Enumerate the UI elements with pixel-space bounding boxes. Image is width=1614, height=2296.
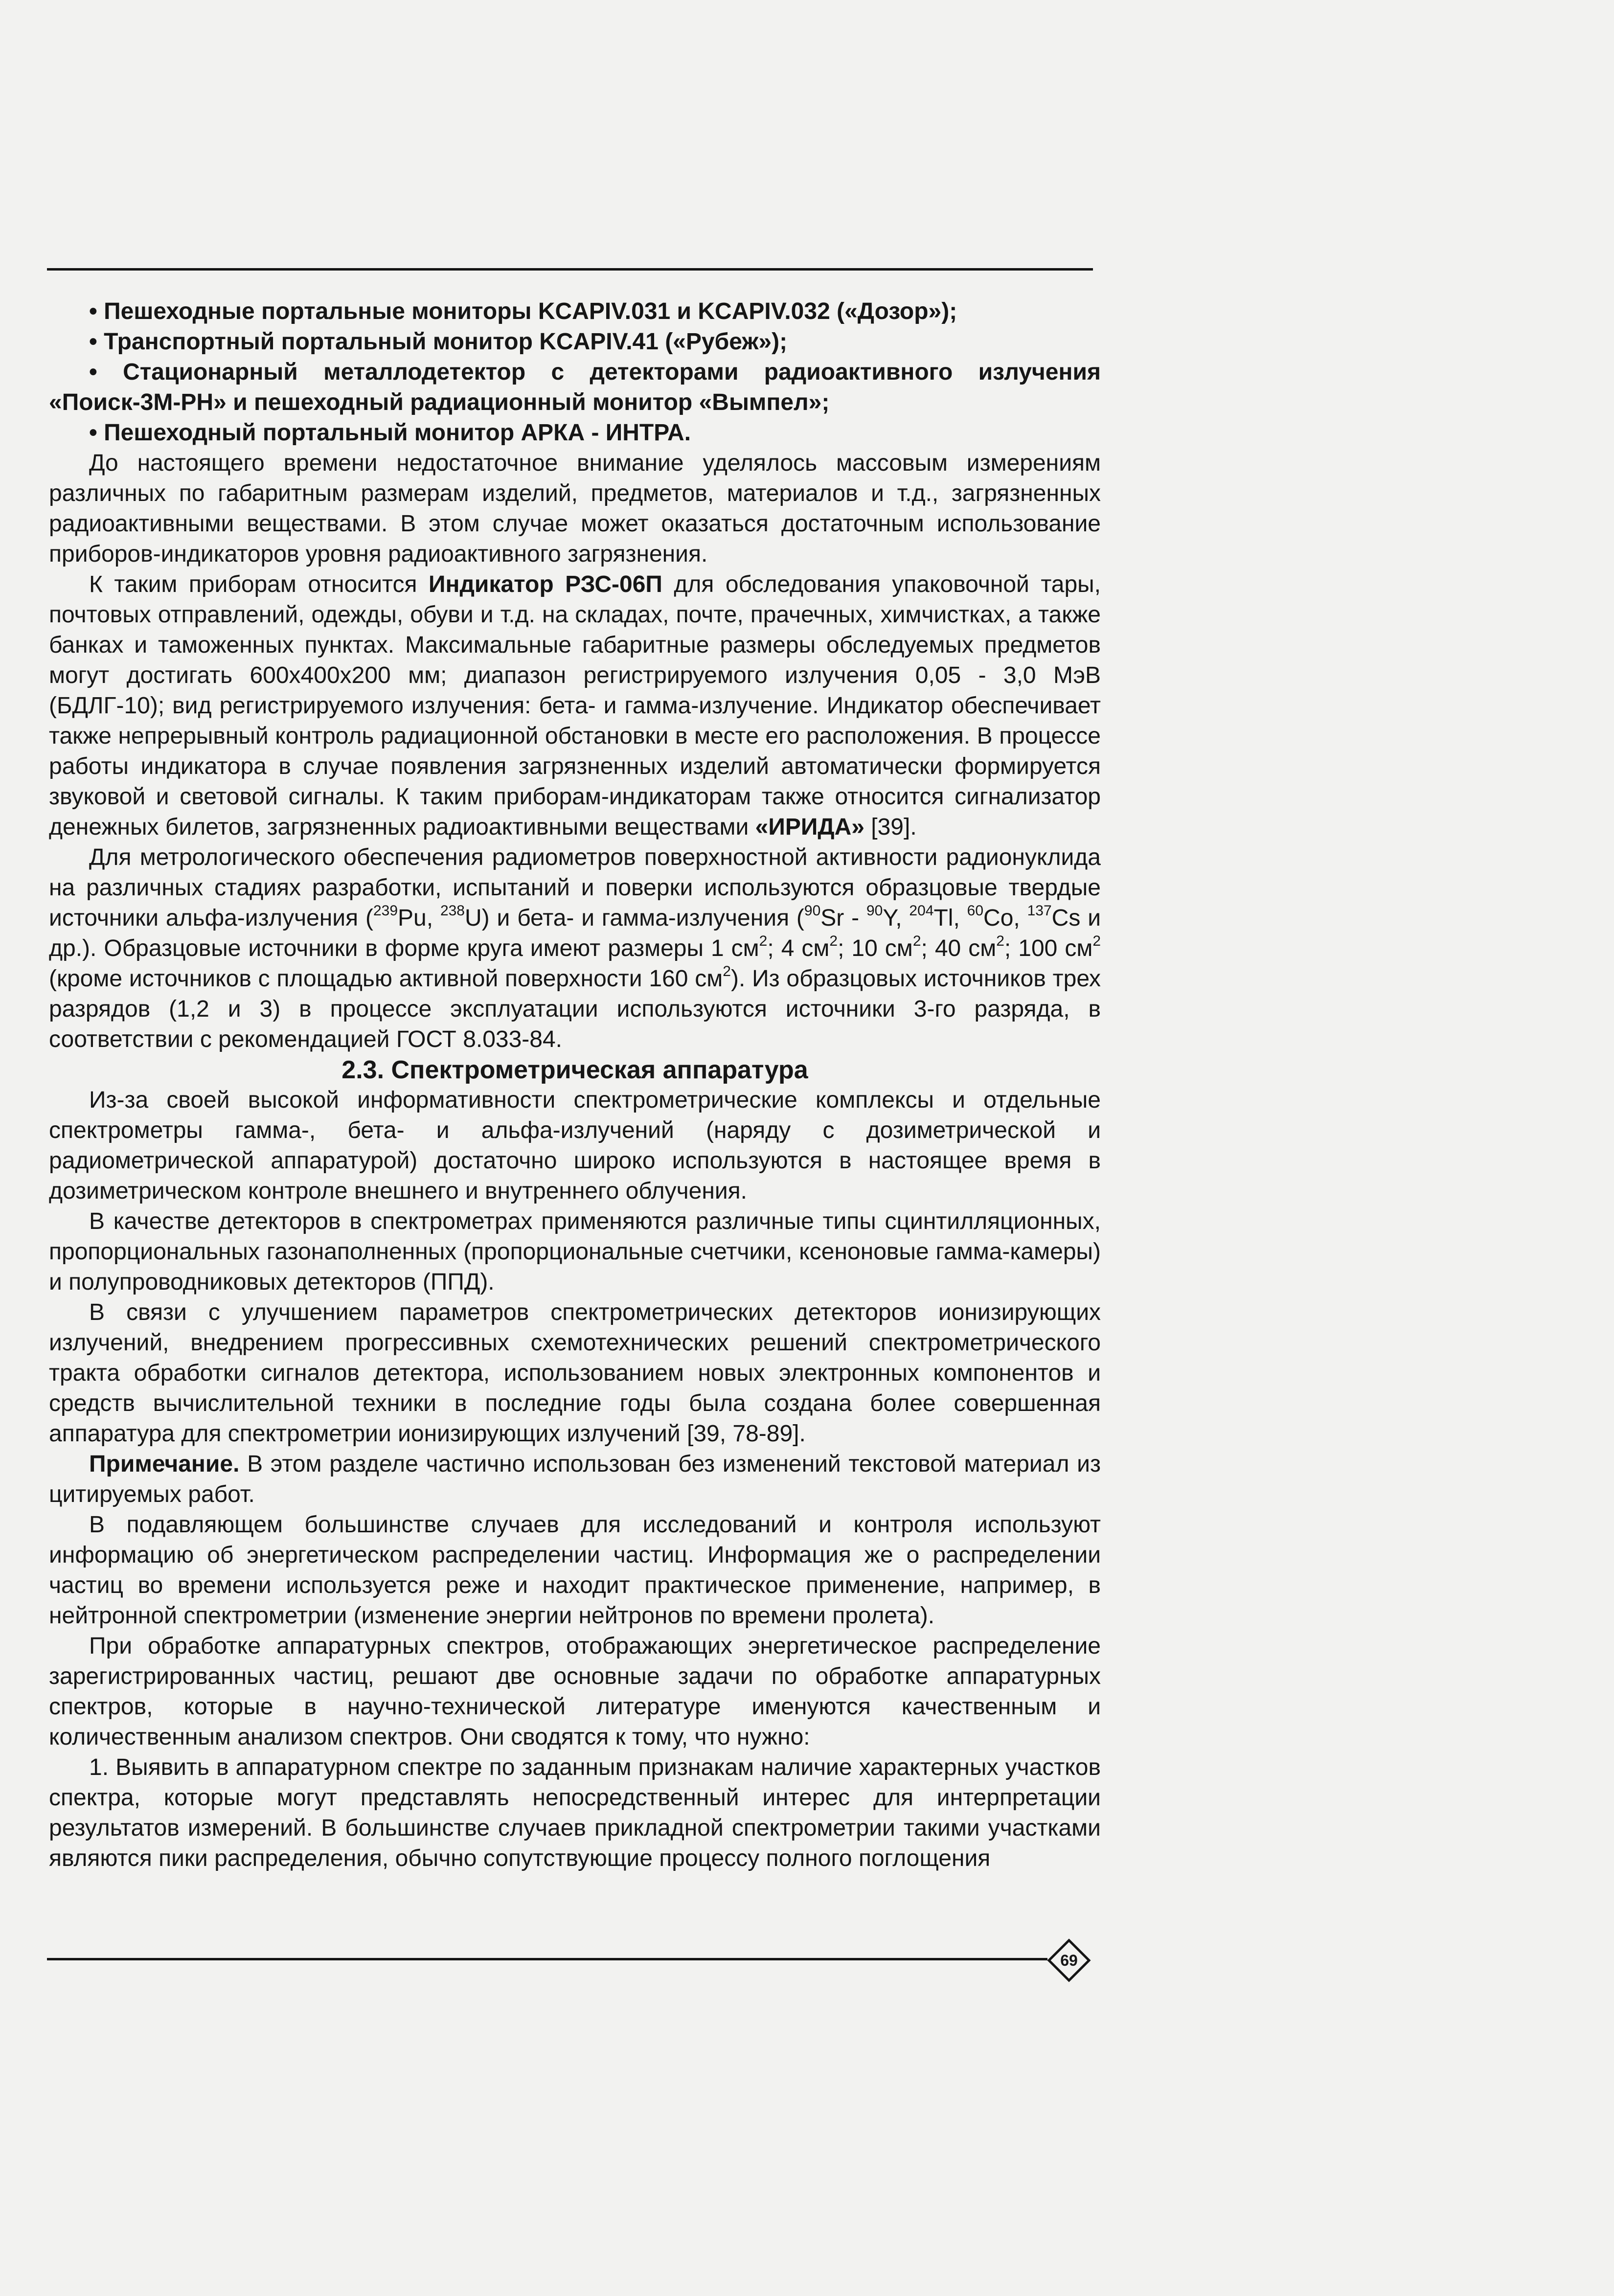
page-number: 69	[1060, 1951, 1078, 1969]
text-run: ; 100 см	[1004, 935, 1093, 961]
paragraph	[49, 842, 1101, 1055]
paragraph: 1. Выявить в аппаратурном спектре по заданным признакам наличие характерных участков спектра, которые могут представлять непосредственный интерес для интерпретации результатов измерений. В большинстве случаев прикладной спектрометрии такими участками являются пики распределения, обычно сопутствующие процессу полного поглощения	[49, 1754, 1101, 1871]
text-run: ; 40 см	[921, 935, 997, 961]
bullet-item: • Пешеходный портальный монитор АРКА - ИНТРА.	[89, 420, 691, 446]
text-run: Для метрологического обеспечения радиометров поверхностной активности радионуклида на различных стадиях разработки, испытаний и поверки используются образцовые твердые источники альфа-излучения (	[49, 844, 1101, 931]
bullet-item: • Пешеходные портальные мониторы KCAPIV.031 и KCAPIV.032 («Дозор»);	[89, 298, 957, 324]
superscript: 238	[440, 903, 465, 919]
superscript: 2	[723, 963, 731, 979]
note-paragraph	[49, 1449, 1101, 1510]
bullet-item: • Стационарный металлодетектор с детекторами радиоактивного излучения «Поиск-3М-РН» и пешеходный радиационный монитор «Вымпел»;	[49, 359, 1101, 415]
bullet-item: • Транспортный портальный монитор KCAPIV.41 («Рубеж»);	[89, 329, 788, 355]
citation: [39].	[864, 814, 917, 840]
text-run: ; 4 см	[767, 935, 830, 961]
text-run: Co,	[983, 905, 1027, 931]
paragraph: В качестве детекторов в спектрометрах применяются различные типы сцинтилляционных, пропорциональных газонаполненных (пропорциональные счетчики, ксеноновые гамма-камеры) и полупроводниковых детекторов (ППД).	[49, 1208, 1101, 1295]
section-title: 2.3. Спектрометрическая аппаратура	[341, 1056, 808, 1084]
superscript: 2	[912, 933, 921, 949]
text-run: для обследования упаковочной тары, почтовых отправлений, одежды, обуви и т.д. на складах, почте, прачечных, химчистках, а также банках и таможенных пунктах. Максимальные габаритные размеры обследуемых предметов могут достигать 600х400х200 мм; диапазон регистрируемого излучения 0,05 - 3,0 МэВ (БДЛГ-10); вид регистрируемого излучения: бета- и гамма-излучение. Индикатор обеспечивает также непрерывный контроль радиационной обстановки в месте его расположения. В процессе работы индикатора в случае появления загрязненных изделий автоматически формируется звуковой и световой сигналы. К таким приборам-индикаторам также относится сигнализатор денежных билетов, загрязненных радиоактивными веществами	[49, 571, 1101, 840]
text-run: U) и бета- и гамма-излучения (	[465, 905, 804, 931]
top-rule	[47, 268, 1093, 271]
note-text: В этом разделе частично использован без изменений текстовой материал из цитируемых работ.	[49, 1451, 1101, 1507]
superscript: 239	[373, 903, 398, 919]
text-run: Y,	[883, 905, 909, 931]
superscript: 204	[909, 903, 934, 919]
superscript: 2	[829, 933, 838, 949]
superscript: 2	[996, 933, 1004, 949]
superscript: 90	[804, 903, 821, 919]
text-run: Sr -	[820, 905, 866, 931]
bottom-rule	[47, 1958, 1047, 1960]
text-run: ). Из образцовых источников трех разрядов (1,2 и 3) в процессе эксплуатации используются источники 3-го разряда, в соответствии с рекомендацией ГОСТ 8.033-84.	[49, 966, 1101, 1052]
paragraph	[49, 569, 1101, 842]
device-name: Индикатор РЗС-06П	[428, 571, 662, 597]
paragraph: В связи с улучшением параметров спектрометрических детекторов ионизирующих излучений, внедрением прогрессивных схемотехнических решений спектрометрического тракта обработки сигналов детектора, использованием новых электронных компонентов и средств вычислительной техники в последние годы была создана более совершенная аппаратура для спектрометрии ионизирующих излучений [39, 78-89].	[49, 1299, 1101, 1447]
text-run: Pu,	[398, 905, 440, 931]
superscript: 2	[759, 933, 768, 949]
superscript: 137	[1027, 903, 1052, 919]
text-run: Cs и др.). Образцовые источники в форме круга имеют размеры 1 см	[49, 905, 1101, 961]
text-run: Tl,	[933, 905, 967, 931]
paragraph: При обработке аппаратурных спектров, отображающих энергетическое распределение зарегистрированных частиц, решают две основные задачи по обработке аппаратурных спектров, которые в научно-технической литературе именуются качественным и количественным анализом спектров. Они сводятся к тому, что нужно:	[49, 1633, 1101, 1750]
superscript: 60	[967, 903, 984, 919]
text-run: К таким приборам относится	[89, 571, 429, 597]
paragraph: Из-за своей высокой информативности спектрометрические комплексы и отдельные спектрометры гамма-, бета- и альфа-излучений (наряду с дозиметрической и радиометрической аппаратурой) достаточно широко используются в настоящее время в дозиметрическом контроле внешнего и внутреннего облучения.	[49, 1087, 1101, 1204]
device-name: «ИРИДА»	[755, 814, 864, 840]
text-run: ; 10 см	[838, 935, 913, 961]
paragraph: В подавляющем большинстве случаев для исследований и контроля используют информацию об энергетическом распределении частиц. Информация же о распределении частиц во времени используется реже и находит практическое применение, например, в нейтронной спектрометрии (изменение энергии нейтронов по времени пролета).	[49, 1512, 1101, 1629]
text-run: (кроме источников с площадью активной поверхности 160 см	[49, 966, 723, 992]
superscript: 90	[866, 903, 883, 919]
note-label: Примечание.	[89, 1451, 240, 1477]
superscript: 2	[1092, 933, 1101, 949]
page-body	[49, 296, 1101, 1874]
paragraph: До настоящего времени недостаточное внимание уделялось массовым измерениям различных по габаритным размерам изделий, предметов, материалов и т.д., загрязненных радиоактивными веществами. В этом случае может оказаться достаточным использование приборов-индикаторов уровня радиоактивного загрязнения.	[49, 450, 1101, 567]
